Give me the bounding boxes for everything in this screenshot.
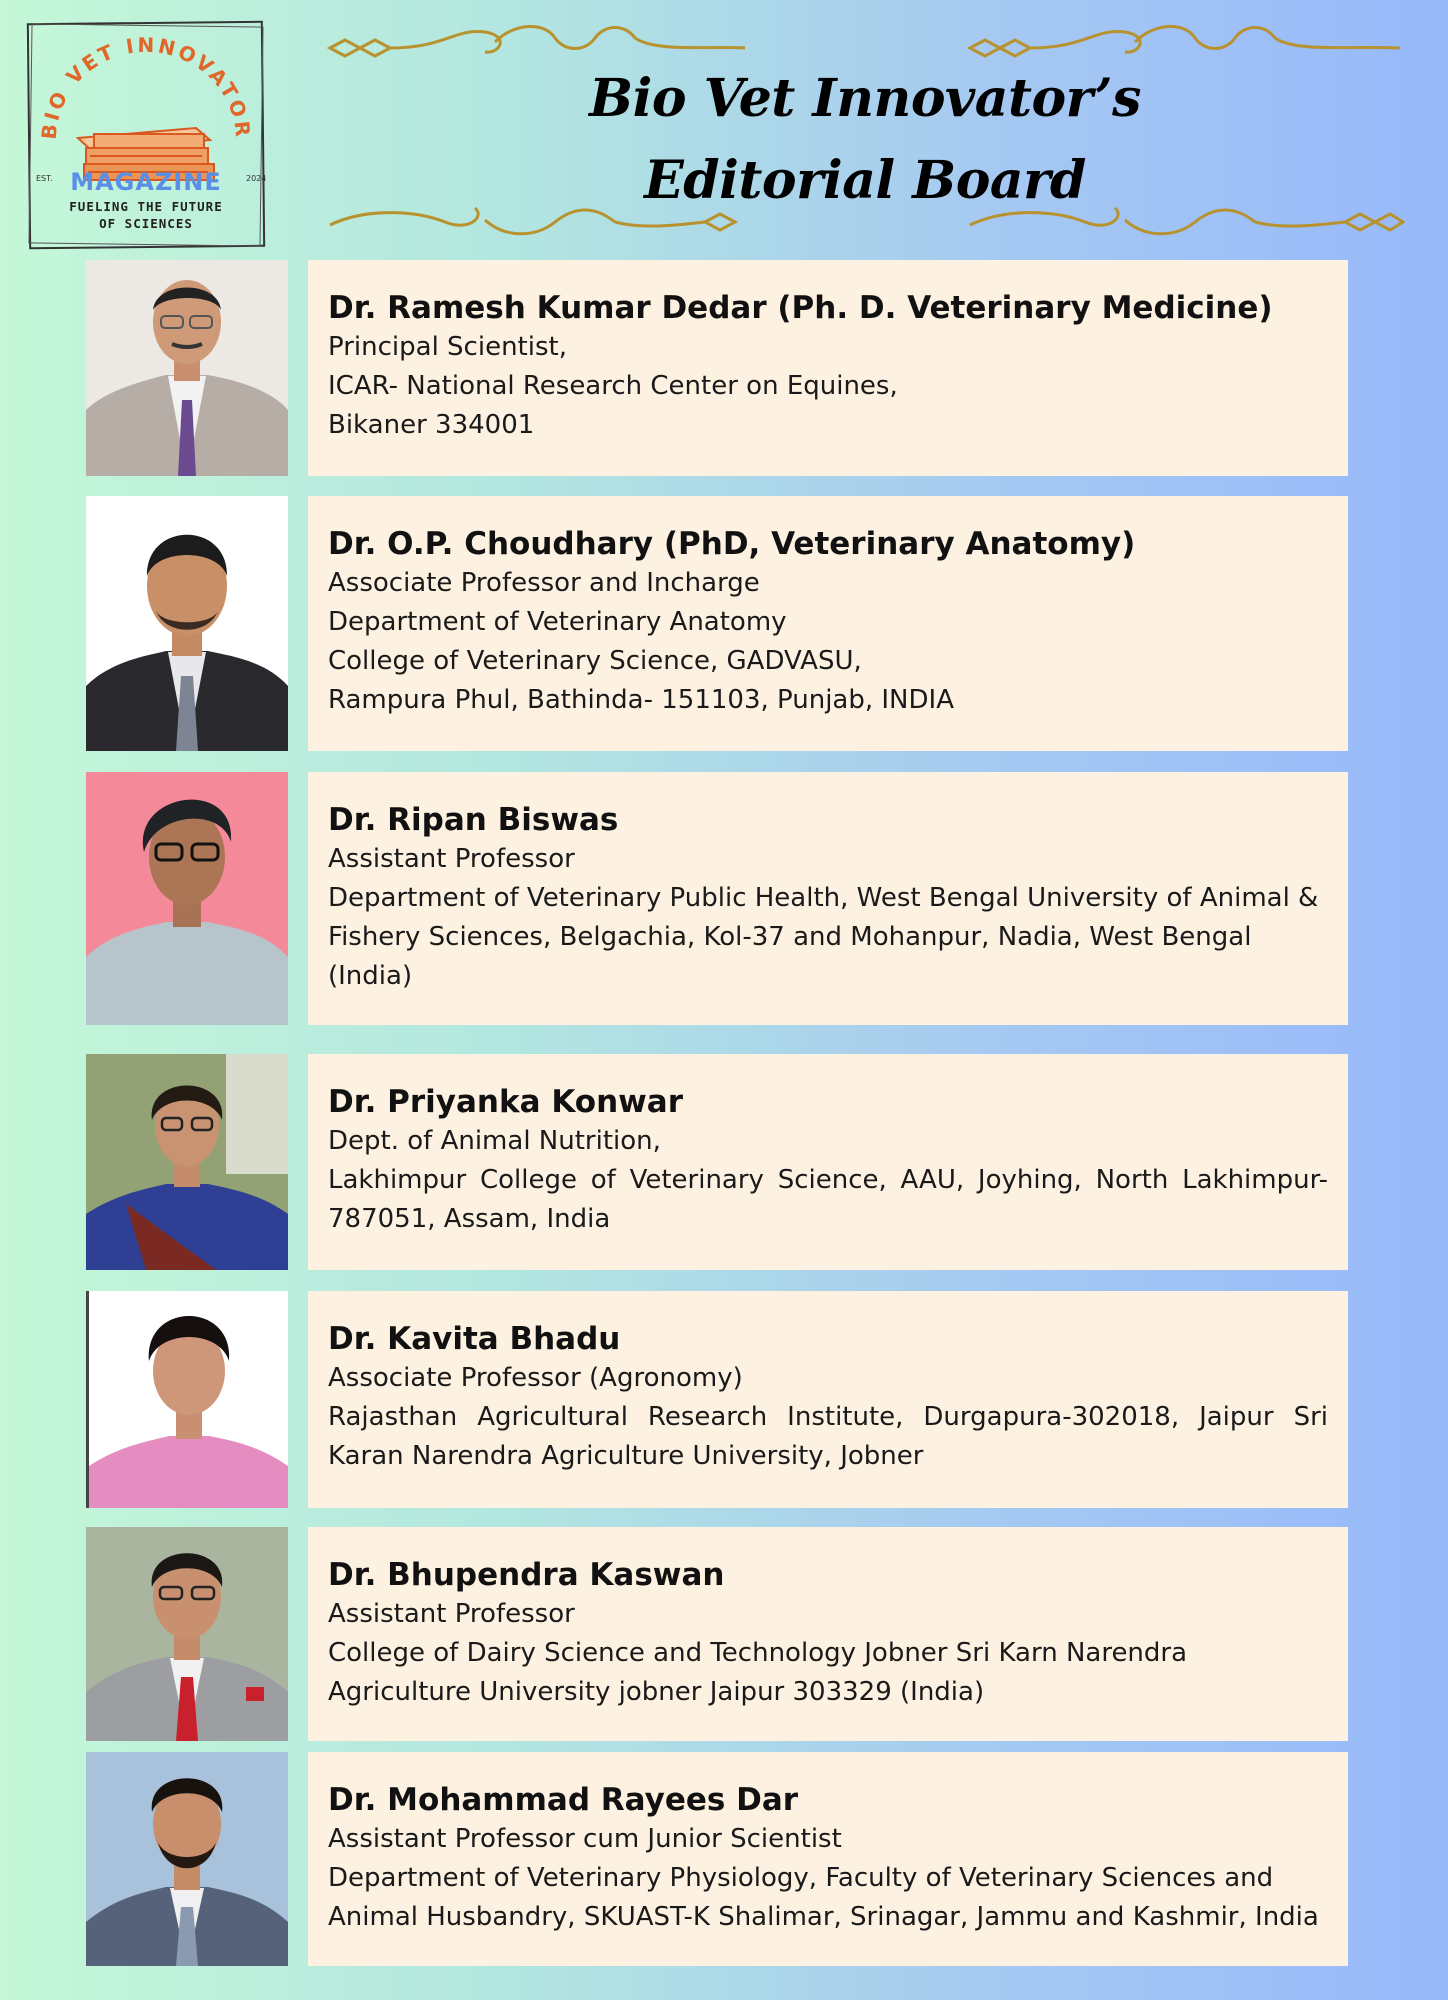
member-detail: College of Dairy Science and Technology Jobner Sri Karn Narendra Agriculture University jobner Jaipur 303329 (India) [328, 1638, 1188, 1707]
member-detail: ICAR- National Research Center on Equines, [328, 371, 898, 401]
logo-tagline-2: OF SCIENCES [99, 216, 193, 231]
member-detail: Rampura Phul, Bathinda- 151103, Punjab, INDIA [328, 685, 954, 715]
member-card [308, 1054, 1348, 1270]
member-photo [86, 1527, 288, 1741]
member-detail: Associate Professor and Incharge [328, 568, 760, 598]
member-detail: Department of Veterinary Public Health, West Bengal University of Animal & Fishery Sciences, Belgachia, Kol-37 and Mohanpur, Nadia, West Bengal (India) [328, 883, 1319, 991]
logo-year: 2024 [246, 174, 267, 183]
member-detail: Assistant Professor cum Junior Scientist [328, 1824, 842, 1854]
member-photo [86, 1054, 288, 1270]
member-detail: Department of Veterinary Anatomy [328, 607, 787, 637]
board-member-5 [86, 1291, 1348, 1508]
member-name: Dr. O.P. Choudhary (PhD, Veterinary Anatomy) [328, 526, 1136, 562]
member-card [308, 772, 1348, 1025]
member-detail: Assistant Professor [328, 1599, 575, 1629]
member-photo [86, 772, 288, 1025]
member-photo [86, 496, 288, 751]
logo-magazine-word: MAGAZINE [70, 168, 222, 196]
page-title [540, 58, 1190, 222]
member-detail: Lakhimpur College of Veterinary Science, AAU, Joyhing, North Lakhimpur-787051, Assam, India [328, 1165, 1328, 1234]
member-card [308, 496, 1348, 751]
member-detail: Associate Professor (Agronomy) [328, 1363, 743, 1393]
member-card [308, 260, 1348, 476]
member-name: Dr. Bhupendra Kaswan [328, 1557, 725, 1593]
board-member-1 [86, 260, 1348, 476]
member-name: Dr. Mohammad Rayees Dar [328, 1782, 799, 1818]
logo-tagline-1: FUELING THE FUTURE [69, 199, 223, 214]
logo-est: EST. [36, 174, 53, 183]
member-photo [86, 1291, 288, 1508]
member-detail: Department of Veterinary Physiology, Faculty of Veterinary Sciences and Animal Husbandry, SKUAST-K Shalimar, Srinagar, Jammu and Kashmir, India [328, 1863, 1319, 1932]
member-detail: College of Veterinary Science, GADVASU, [328, 646, 862, 676]
member-detail: Dept. of Animal Nutrition, [328, 1126, 661, 1156]
member-detail: Rajasthan Agricultural Research Institute, Durgapura-302018, Jaipur Sri Karan Narendra Agriculture University, Jobner [328, 1402, 1328, 1471]
member-card [308, 1291, 1348, 1508]
member-name: Dr. Ripan Biswas [328, 802, 619, 838]
member-card [308, 1752, 1348, 1966]
member-photo [86, 1752, 288, 1966]
board-member-4 [86, 1054, 1348, 1270]
board-member-2 [86, 496, 1348, 751]
title-line-2: Editorial Board [644, 150, 1086, 211]
member-detail: Bikaner 334001 [328, 410, 535, 440]
magazine-logo [26, 20, 266, 250]
member-name: Dr. Priyanka Konwar [328, 1084, 684, 1120]
member-name: Dr. Kavita Bhadu [328, 1321, 621, 1357]
board-member-6 [86, 1527, 1348, 1741]
member-name: Dr. Ramesh Kumar Dedar (Ph. D. Veterinary Medicine) [328, 290, 1273, 326]
title-line-1: Bio Vet Innovator’s [589, 68, 1141, 129]
member-detail: Assistant Professor [328, 844, 575, 874]
member-detail: Principal Scientist, [328, 332, 567, 362]
board-member-3 [86, 772, 1348, 1025]
board-member-7 [86, 1752, 1348, 1966]
svg-text:BIO VET INNOVATOR [37, 33, 256, 141]
member-card [308, 1527, 1348, 1741]
logo-arc-text: BIO VET INNOVATOR [36, 32, 256, 141]
member-photo [86, 260, 288, 476]
